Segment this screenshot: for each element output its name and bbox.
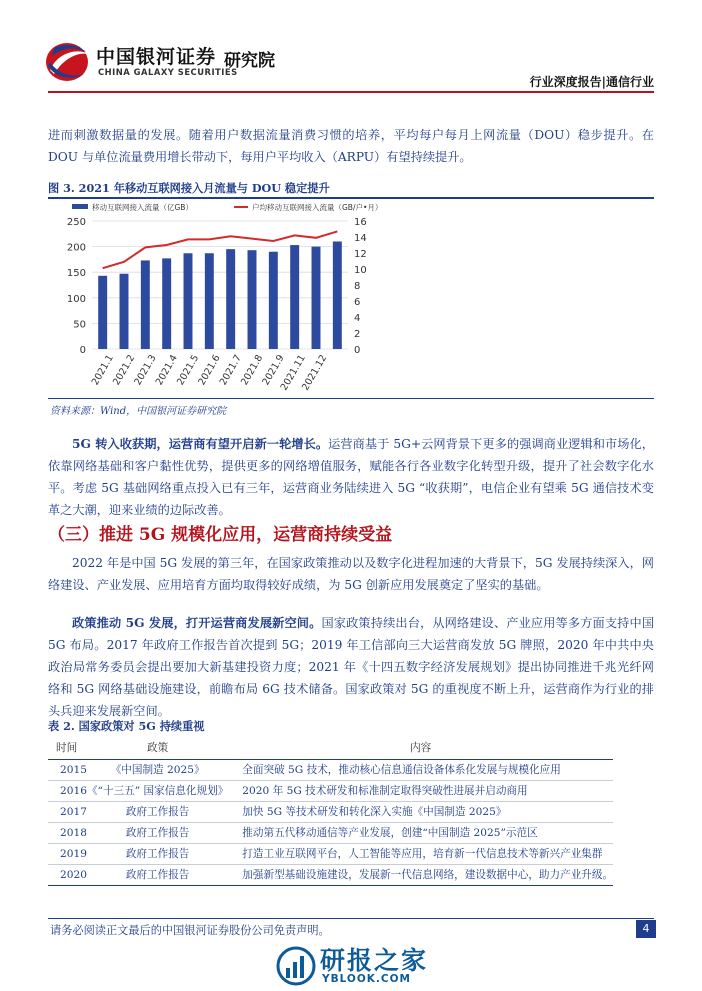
legend-swatch-bar	[72, 204, 88, 209]
y-right-tick-label: 4	[354, 313, 361, 324]
section-title: （三）推进 5G 规模化应用，运营商持续受益	[48, 525, 393, 545]
y-left-tick-label: 150	[66, 268, 86, 280]
table-cell-policy: 政府工作报告	[87, 801, 228, 822]
watermark-text: 研报之家	[320, 946, 429, 975]
brand-name-cn: 中国银河证券	[96, 46, 217, 68]
table-row	[48, 843, 613, 864]
analysis-lead: 5G 转入收获期，运营商有望开启新一轮增长。	[72, 437, 329, 451]
page-number: 4	[636, 920, 656, 938]
table-row	[48, 801, 613, 822]
table-row	[48, 759, 613, 780]
page-header	[0, 0, 702, 96]
y-right-tick-label: 12	[354, 249, 367, 260]
bar	[120, 274, 129, 349]
watermark-url: YBLOOK.COM	[322, 973, 411, 985]
x-tick-label: 2021.6	[196, 353, 223, 388]
table-row	[48, 864, 613, 885]
y-right-tick-label: 0	[354, 345, 361, 356]
y-left-tick-label: 100	[66, 293, 86, 305]
bar	[312, 247, 321, 349]
header-divider	[48, 91, 654, 93]
x-tick-label: 2021.9	[260, 353, 287, 388]
table-header-time: 时间	[48, 737, 87, 759]
x-tick-label: 2021.2	[111, 353, 138, 388]
x-tick-label: 2021.11	[278, 353, 308, 393]
bar	[290, 245, 299, 349]
table-cell-content: 加强新型基础设施建设，发展新一代信息网络，建设数据中心，助力产业升级。	[228, 864, 613, 885]
institute-label: 研究院	[224, 51, 275, 71]
table-cell-time: 2020	[48, 864, 87, 885]
table-cell-time: 2015	[48, 759, 87, 780]
series-line	[103, 231, 338, 268]
policy-table	[48, 737, 613, 886]
x-tick-label: 2021.7	[217, 353, 244, 388]
table-header-policy: 政策	[87, 737, 228, 759]
table-cell-content: 2020 年 5G 技术研发和标准制定取得突破性进展并启动商用	[228, 780, 613, 801]
y-left-tick-label: 200	[66, 242, 86, 254]
table-cell-time: 2018	[48, 822, 87, 843]
x-tick-label: 2021.12	[300, 353, 330, 393]
table-cell-content: 打造工业互联网平台，人工智能等应用，培育新一代信息技术等新兴产业集群	[228, 843, 613, 864]
galaxy-logo-icon	[44, 40, 90, 84]
table-cell-time: 2017	[48, 801, 87, 822]
table-header-row	[48, 737, 613, 759]
figure-caption: 图 3. 2021 年移动互联网接入月流量与 DOU 稳定提升	[48, 181, 330, 195]
bar	[184, 253, 193, 349]
intro-paragraph: 进而刺激数据量的发展。随着用户数据流量消费习惯的培养，平均每户每月上网流量（DOU）稳步提升。在 DOU 与单位流量费用增长带动下，每用户平均收入（ARPU）有望持续提升。	[48, 128, 654, 164]
y-right-tick-label: 14	[354, 233, 367, 244]
table-cell-time: 2019	[48, 843, 87, 864]
y-left-tick-label: 50	[73, 319, 86, 331]
traffic-chart	[48, 199, 388, 399]
footer-disclaimer: 请务必阅读正文最后的中国银河证券股份公司免责声明。	[50, 924, 330, 937]
bar	[226, 249, 235, 349]
x-tick-label: 2021.1	[89, 353, 116, 388]
table-row	[48, 780, 613, 801]
table-caption: 表 2. 国家政策对 5G 持续重视	[48, 719, 205, 733]
footer-divider	[48, 918, 654, 919]
x-tick-label: 2021.3	[132, 353, 159, 388]
table-cell-content: 加快 5G 等技术研发和转化深入实施《中国制造 2025》	[228, 801, 613, 822]
bar	[333, 241, 342, 349]
brand-name-en: CHINA GALAXY SECURITIES	[98, 67, 238, 77]
legend-label-bar: 移动互联网接入流量（亿GB）	[92, 203, 193, 212]
table-cell-policy: 《“十三五” 国家信息化规划》	[87, 780, 228, 801]
y-left-tick-label: 250	[66, 217, 86, 228]
legend-label-line: 户均移动互联网接入流量（GB/户•月）	[252, 203, 383, 212]
bar	[205, 253, 214, 349]
analysis-paragraph	[48, 433, 654, 521]
watermark-logo-icon	[276, 946, 316, 986]
section-paragraph-1: 2022 年是中国 5G 发展的第三年，在国家政策推动以及数字化进程加速的大背景下，5G 发展持续深入，网络建设、产业发展、应用培育方面均取得较好成绩，为 5G 创新应用发展奠定了坚实的基础。	[48, 556, 654, 592]
bar	[248, 250, 257, 349]
x-tick-label: 2021.8	[239, 353, 266, 388]
bar	[141, 260, 150, 349]
y-right-tick-label: 8	[354, 281, 361, 292]
y-right-tick-label: 2	[354, 329, 361, 340]
y-right-tick-label: 6	[354, 297, 361, 308]
table-cell-policy: 《中国制造 2025》	[87, 759, 228, 780]
table-cell-content: 全面突破 5G 技术，推动核心信息通信设备体系化发展与规模化应用	[228, 759, 613, 780]
table-cell-time: 2016	[48, 780, 87, 801]
report-type: 行业深度报告|通信行业	[529, 75, 654, 89]
table-cell-policy: 政府工作报告	[87, 864, 228, 885]
y-left-tick-label: 0	[79, 345, 86, 356]
x-tick-label: 2021.5	[175, 353, 202, 388]
section-p2-lead: 政策推动 5G 发展，打开运营商发展新空间。	[72, 616, 322, 630]
section-p2-text: 国家政策持续出台，从网络建设、产业应用等多方面支持中国 5G 布局。2017 年政府工作报告首次提到 5G；2019 年工信部向三大运营商发放 5G 牌照，2020 年中共中央政治局常务委员会提出要加大新基建投资力度；2021 年《十四五数字经济发展规划》提出协同推进千兆光纤网络和 5G 网络基础设施建设，前瞻布局 6G 技术储备。国家政策对 5G 的重视度不断上升，运营商作为行业的排头兵迎来发展新空间。	[48, 616, 655, 718]
figure-source: 资料来源：Wind，中国银河证券研究院	[50, 406, 227, 417]
section-paragraph-2	[48, 612, 654, 722]
analysis-text: 运营商基于 5G+云网背景下更多的强调商业逻辑和市场化，依靠网络基础和客户黏性优势，提供更多的网络增值服务，赋能各行各业数字化转型升级，提升了社会数字化水平。考虑 5G 基础网络重点投入已有三年，运营商业务陆续进入 5G “收获期”，电信企业有望乘 5G 通信技术变革之大潮，迎来业绩的边际改善。	[48, 437, 654, 517]
table-header-content: 内容	[228, 737, 613, 759]
y-right-tick-label: 16	[354, 217, 367, 228]
table-cell-policy: 政府工作报告	[87, 843, 228, 864]
bar	[98, 276, 107, 349]
x-tick-label: 2021.4	[153, 353, 180, 388]
table-cell-policy: 政府工作报告	[87, 822, 228, 843]
table-row	[48, 822, 613, 843]
figure-bottom-rule	[48, 398, 654, 399]
bar	[162, 258, 171, 349]
table-cell-content: 推动第五代移动通信等产业发展，创建“中国制造 2025”示范区	[228, 822, 613, 843]
y-right-tick-label: 10	[354, 265, 367, 276]
bar	[269, 252, 278, 349]
chart-legend	[72, 202, 382, 212]
